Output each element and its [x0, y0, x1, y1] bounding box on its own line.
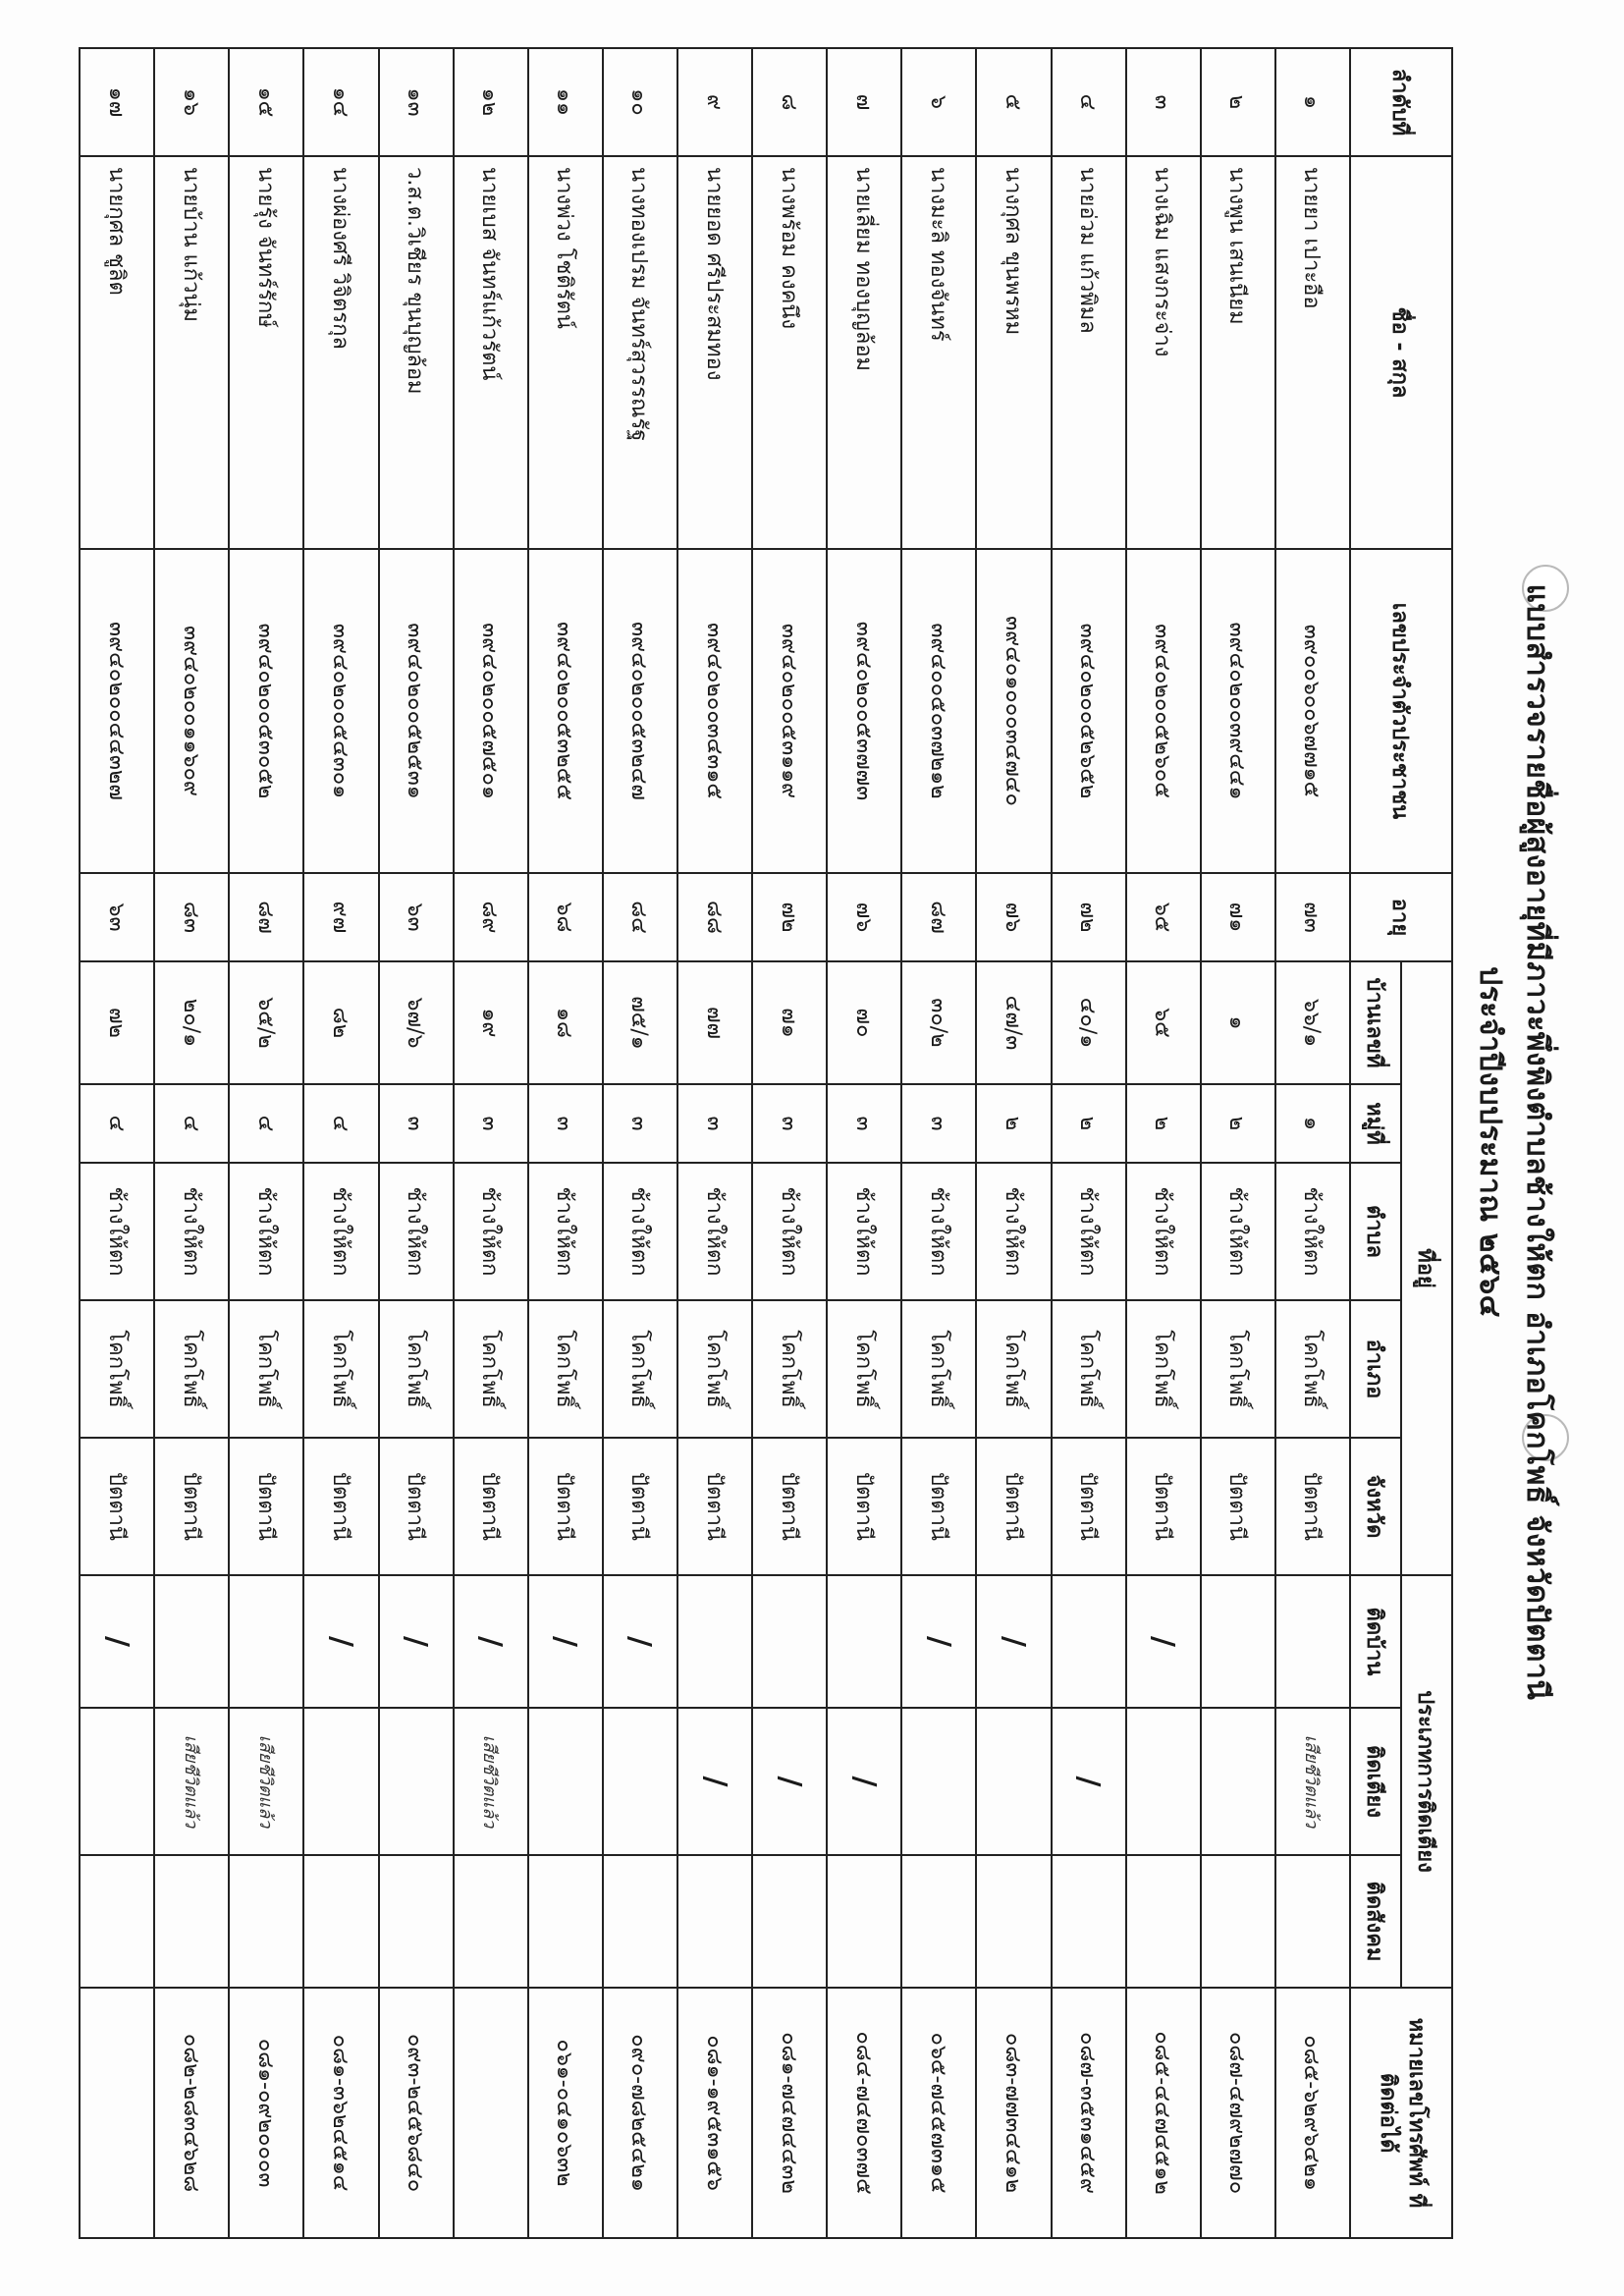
cell-type-social: [154, 1855, 229, 1988]
cell-moo: ๔: [303, 1084, 378, 1163]
cell-province: ปัตตานี: [827, 1438, 901, 1575]
cell-no: ๕: [976, 48, 1051, 156]
cell-type-bed: [1126, 1708, 1201, 1855]
cell-tambon: ช้างให้ตก: [677, 1163, 752, 1300]
cell-name: นางพร้อม คงคนึง: [752, 156, 827, 549]
cell-moo: ๑: [1275, 1084, 1350, 1163]
cell-type-bed: [528, 1708, 603, 1855]
cell-type-home: /: [528, 1575, 603, 1708]
cell-house-no: ๓๐/๒: [901, 961, 976, 1084]
header-type: ประเภทการติดเตียง: [1401, 1575, 1452, 1988]
cell-house-no: ๔๗/๓: [976, 961, 1051, 1084]
header-id: เลขประจำตัวประชาชน: [1350, 549, 1452, 873]
header-amphoe: อำเภอ: [1350, 1300, 1401, 1438]
table-row: [80, 48, 154, 2238]
table-body: [80, 48, 1350, 2238]
cell-province: ปัตตานี: [229, 1438, 303, 1575]
cell-id: ๓๙๔๐๑๐๐๐๓๔๗๔๐: [976, 549, 1051, 873]
cell-moo: ๓: [528, 1084, 603, 1163]
cell-house-no: ๑๙: [454, 961, 528, 1084]
cell-no: ๑๖: [154, 48, 229, 156]
cell-amphoe: โคกโพธิ์: [1201, 1300, 1275, 1438]
cell-province: ปัตตานี: [454, 1438, 528, 1575]
cell-tambon: ช้างให้ตก: [154, 1163, 229, 1300]
cell-province: ปัตตานี: [1126, 1438, 1201, 1575]
cell-id: ๓๙๔๐๒๐๐๕๓๒๕๕: [528, 549, 603, 873]
cell-no: ๘: [752, 48, 827, 156]
cell-type-social: [603, 1855, 677, 1988]
cell-phone: ๐๘๓-๗๗๓๔๔๑๒: [976, 1988, 1051, 2238]
cell-amphoe: โคกโพธิ์: [827, 1300, 901, 1438]
cell-province: ปัตตานี: [901, 1438, 976, 1575]
cell-amphoe: โคกโพธิ์: [80, 1300, 154, 1438]
cell-phone: ๐๘๗-๔๗๙๒๗๗๐: [1201, 1988, 1275, 2238]
cell-province: ปัตตานี: [1201, 1438, 1275, 1575]
cell-house-no: ๗๗: [677, 961, 752, 1084]
cell-type-home: /: [976, 1575, 1051, 1708]
cell-age: ๗๒: [1052, 873, 1126, 961]
cell-moo: ๔: [80, 1084, 154, 1163]
cell-moo: ๒: [1201, 1084, 1275, 1163]
cell-name: นายรุ้ง จันทร์รักษ์: [229, 156, 303, 549]
cell-no: ๖: [901, 48, 976, 156]
cell-type-home: /: [379, 1575, 454, 1708]
cell-id: ๓๙๔๐๒๐๐๕๓๐๕๒: [229, 549, 303, 873]
cell-age: ๘๔: [603, 873, 677, 961]
cell-phone: ๐๘๑-๐๙๒๐๐๐๓: [229, 1988, 303, 2238]
cell-tambon: ช้างให้ตก: [1052, 1163, 1126, 1300]
cell-amphoe: โคกโพธิ์: [528, 1300, 603, 1438]
cell-age: ๖๕: [1126, 873, 1201, 961]
cell-tambon: ช้างให้ตก: [976, 1163, 1051, 1300]
cell-id: ๓๙๔๐๒๐๐๕๔๓๐๑: [303, 549, 378, 873]
cell-phone: ๐๘๑-๗๔๗๔๔๓๒: [752, 1988, 827, 2238]
cell-no: ๑๐: [603, 48, 677, 156]
header-province: จังหวัด: [1350, 1438, 1401, 1575]
cell-amphoe: โคกโพธิ์: [1052, 1300, 1126, 1438]
cell-name: นางทองเปรม จันทร์สุวรรณรัฐ: [603, 156, 677, 549]
header-type-social: ติดสังคม: [1350, 1855, 1401, 1988]
cell-amphoe: โคกโพธิ์: [303, 1300, 378, 1438]
cell-name: ว.ส.ต.วิเชียร ขุนบุญล้อม: [379, 156, 454, 549]
cell-name: นางพูน เสนเนียม: [1201, 156, 1275, 549]
cell-amphoe: โคกโพธิ์: [154, 1300, 229, 1438]
cell-age: ๘๗: [901, 873, 976, 961]
cell-type-home: [677, 1575, 752, 1708]
cell-phone: ๐๘๑-๓๖๒๔๕๑๔: [303, 1988, 378, 2238]
table-row: [677, 48, 752, 2238]
cell-id: ๓๙๔๐๒๐๐๕๒๖๕๒: [1052, 549, 1126, 873]
cell-age: ๗๓: [1275, 873, 1350, 961]
cell-name: นายอ่วม แก้วพิมล: [1052, 156, 1126, 549]
cell-house-no: ๖๗/๖: [379, 961, 454, 1084]
cell-name: นายเลี่ยม ทองบุญล้อม: [827, 156, 901, 549]
cell-no: ๙: [677, 48, 752, 156]
cell-type-home: [1275, 1575, 1350, 1708]
cell-tambon: ช้างให้ตก: [1201, 1163, 1275, 1300]
document-title: แบบสำรวจรายชื่อผู้สูงอายุที่มีภาวะพึ่งพิงตำบลช้างให้ตก อำเภอโคกโพธิ์ จังหวัดปัตตานี: [1520, 583, 1554, 1701]
cell-province: ปัตตานี: [752, 1438, 827, 1575]
cell-province: ปัตตานี: [976, 1438, 1051, 1575]
cell-age: ๘๘: [677, 873, 752, 961]
cell-type-bed: เสียชีวิตแล้ว: [1275, 1708, 1350, 1855]
cell-id: ๓๙๔๐๒๐๐๑๑๖๐๙: [154, 549, 229, 873]
header-type-home: ติดบ้าน: [1350, 1575, 1401, 1708]
cell-moo: ๓: [752, 1084, 827, 1163]
cell-phone: ๐๖๕-๗๔๕๗๓๑๕: [901, 1988, 976, 2238]
cell-no: ๓: [1126, 48, 1201, 156]
cell-id: ๓๙๔๐๒๐๐๕๓๗๗๓: [827, 549, 901, 873]
cell-no: ๗: [827, 48, 901, 156]
cell-age: ๗๖: [976, 873, 1051, 961]
cell-province: ปัตตานี: [154, 1438, 229, 1575]
cell-name: นางมะลิ ทองจันทร์: [901, 156, 976, 549]
header-no: ลำดับที่: [1350, 48, 1452, 156]
table-row: [976, 48, 1051, 2238]
cell-type-bed: [80, 1708, 154, 1855]
cell-type-home: [827, 1575, 901, 1708]
table-row: [752, 48, 827, 2238]
table-row: [1126, 48, 1201, 2238]
cell-type-social: [1275, 1855, 1350, 1988]
cell-phone: ๐๙๓-๒๔๕๖๘๔๐: [379, 1988, 454, 2238]
cell-id: ๓๙๔๐๒๐๐๕๒๕๓๑: [379, 549, 454, 873]
cell-type-home: /: [603, 1575, 677, 1708]
cell-amphoe: โคกโพธิ์: [454, 1300, 528, 1438]
cell-id: ๓๙๐๐๖๐๐๖๗๗๑๕: [1275, 549, 1350, 873]
cell-type-bed: [303, 1708, 378, 1855]
cell-type-social: [80, 1855, 154, 1988]
cell-tambon: ช้างให้ตก: [1275, 1163, 1350, 1300]
cell-phone: ๐๙๐-๗๘๒๕๔๒๑: [603, 1988, 677, 2238]
cell-name: นายยอด ศรีประสมทอง: [677, 156, 752, 549]
cell-type-home: /: [1126, 1575, 1201, 1708]
cell-house-no: ๖๖/๑: [1275, 961, 1350, 1084]
cell-house-no: ๗๐: [827, 961, 901, 1084]
cell-type-home: /: [901, 1575, 976, 1708]
rotated-sheet: [79, 47, 1596, 2237]
cell-tambon: ช้างให้ตก: [379, 1163, 454, 1300]
cell-type-home: [154, 1575, 229, 1708]
cell-id: ๓๙๔๐๒๐๐๓๙๔๔๑: [1201, 549, 1275, 873]
cell-moo: ๒: [1126, 1084, 1201, 1163]
table-row: [603, 48, 677, 2238]
cell-type-bed: [976, 1708, 1051, 1855]
header-moo: หมู่ที่: [1350, 1084, 1401, 1163]
cell-phone: ๐๘๕-๔๔๗๔๕๑๒: [1126, 1988, 1201, 2238]
cell-province: ปัตตานี: [303, 1438, 378, 1575]
cell-no: ๑๕: [229, 48, 303, 156]
cell-province: ปัตตานี: [528, 1438, 603, 1575]
cell-name: นางผ่องศรี วิจิตรกุล: [303, 156, 378, 549]
cell-type-social: [229, 1855, 303, 1988]
cell-province: ปัตตานี: [1052, 1438, 1126, 1575]
elderly-survey-table: [79, 47, 1453, 2239]
cell-age: ๘๙: [454, 873, 528, 961]
cell-no: ๒: [1201, 48, 1275, 156]
cell-age: ๙๗: [303, 873, 378, 961]
cell-type-social: [1052, 1855, 1126, 1988]
table-row: [229, 48, 303, 2238]
cell-tambon: ช้างให้ตก: [901, 1163, 976, 1300]
cell-phone: ๐๘๔-๗๔๗๐๓๗๕: [827, 1988, 901, 2238]
cell-amphoe: โคกโพธิ์: [901, 1300, 976, 1438]
table-row: [1052, 48, 1126, 2238]
cell-id: ๓๙๔๐๒๐๐๔๔๓๒๗: [80, 549, 154, 873]
cell-type-bed: เสียชีวิตแล้ว: [154, 1708, 229, 1855]
cell-id: ๓๙๔๐๒๐๐๕๓๒๔๗: [603, 549, 677, 873]
cell-house-no: ๖๕/๒: [229, 961, 303, 1084]
table-row: [154, 48, 229, 2238]
cell-amphoe: โคกโพธิ์: [603, 1300, 677, 1438]
cell-tambon: ช้างให้ตก: [528, 1163, 603, 1300]
cell-name: นางเฉิม แสงกระจ่าง: [1126, 156, 1201, 549]
cell-type-social: [1126, 1855, 1201, 1988]
cell-phone: ๐๘๒-๒๘๓๔๖๒๘: [154, 1988, 229, 2238]
header-age: อายุ: [1350, 873, 1452, 961]
cell-house-no: ๑๘: [528, 961, 603, 1084]
cell-type-social: [827, 1855, 901, 1988]
cell-id: ๓๙๔๐๐๕๐๓๗๒๑๒: [901, 549, 976, 873]
cell-phone: ๐๘๕-๖๒๙๖๔๒๑: [1275, 1988, 1350, 2238]
cell-province: ปัตตานี: [379, 1438, 454, 1575]
cell-province: ปัตตานี: [80, 1438, 154, 1575]
cell-tambon: ช้างให้ตก: [454, 1163, 528, 1300]
cell-age: ๖๘: [528, 873, 603, 961]
cell-id: ๓๙๔๐๒๐๐๕๓๑๑๙: [752, 549, 827, 873]
cell-age: ๘๓: [154, 873, 229, 961]
cell-type-bed: /: [827, 1708, 901, 1855]
cell-tambon: ช้างให้ตก: [603, 1163, 677, 1300]
cell-amphoe: โคกโพธิ์: [677, 1300, 752, 1438]
cell-age: ๘๗: [229, 873, 303, 961]
cell-name: นางพ่วง โชติรัตน์: [528, 156, 603, 549]
header-address: ที่อยู่: [1401, 961, 1452, 1575]
cell-type-bed: [901, 1708, 976, 1855]
cell-age: ๗๑: [1201, 873, 1275, 961]
table-row: [827, 48, 901, 2238]
cell-house-no: ๗๑: [752, 961, 827, 1084]
cell-type-home: [752, 1575, 827, 1708]
cell-house-no: ๗๕/๑: [603, 961, 677, 1084]
cell-type-home: /: [80, 1575, 154, 1708]
cell-no: ๑๔: [303, 48, 378, 156]
cell-type-bed: /: [677, 1708, 752, 1855]
cell-name: นายยา เปาะอือ: [1275, 156, 1350, 549]
header-type-bed: ติดเตียง: [1350, 1708, 1401, 1855]
table-row: [528, 48, 603, 2238]
cell-type-social: [976, 1855, 1051, 1988]
cell-phone: ๐๘๑-๑๙๕๓๑๕๖: [677, 1988, 752, 2238]
cell-id: ๓๙๔๐๒๐๐๕๗๕๐๑: [454, 549, 528, 873]
header-tambon: ตำบล: [1350, 1163, 1401, 1300]
cell-house-no: ๑: [1201, 961, 1275, 1084]
cell-house-no: ๘๒: [303, 961, 378, 1084]
cell-type-bed: [603, 1708, 677, 1855]
cell-type-bed: [1201, 1708, 1275, 1855]
cell-type-home: [1201, 1575, 1275, 1708]
cell-moo: ๔: [229, 1084, 303, 1163]
cell-name: นายบ้าน แก้วนุ่ม: [154, 156, 229, 549]
cell-type-social: [677, 1855, 752, 1988]
cell-house-no: ๗๒: [80, 961, 154, 1084]
cell-phone: ๐๘๗-๓๕๓๑๔๕๙: [1052, 1988, 1126, 2238]
cell-no: ๑๑: [528, 48, 603, 156]
cell-tambon: ช้างให้ตก: [229, 1163, 303, 1300]
cell-type-social: [901, 1855, 976, 1988]
cell-age: ๖๓: [379, 873, 454, 961]
cell-moo: ๒: [976, 1084, 1051, 1163]
cell-name: นางกุศล ขุนพรหม: [976, 156, 1051, 549]
cell-province: ปัตตานี: [603, 1438, 677, 1575]
cell-province: ปัตตานี: [677, 1438, 752, 1575]
cell-name: นายเบส จันทร์แก้วรัตน์: [454, 156, 528, 549]
cell-age: ๗๖: [827, 873, 901, 961]
cell-id: ๓๙๔๐๒๐๐๓๔๓๑๕: [677, 549, 752, 873]
cell-amphoe: โคกโพธิ์: [752, 1300, 827, 1438]
table-row: [1201, 48, 1275, 2238]
cell-type-bed: /: [1052, 1708, 1126, 1855]
cell-tambon: ช้างให้ตก: [80, 1163, 154, 1300]
cell-phone: ๐๖๑-๐๔๑๐๖๓๒: [528, 1988, 603, 2238]
cell-age: ๗๒: [752, 873, 827, 961]
cell-type-bed: เสียชีวิตแล้ว: [229, 1708, 303, 1855]
cell-id: ๓๙๔๐๒๐๐๕๒๖๐๕: [1126, 549, 1201, 873]
cell-moo: ๓: [379, 1084, 454, 1163]
cell-tambon: ช้างให้ตก: [303, 1163, 378, 1300]
cell-no: ๑: [1275, 48, 1350, 156]
cell-type-home: [229, 1575, 303, 1708]
cell-type-bed: เสียชีวิตแล้ว: [454, 1708, 528, 1855]
cell-type-social: [528, 1855, 603, 1988]
cell-age: ๖๓: [80, 873, 154, 961]
cell-type-home: /: [454, 1575, 528, 1708]
cell-moo: ๓: [454, 1084, 528, 1163]
table-row: [454, 48, 528, 2238]
cell-no: ๔: [1052, 48, 1126, 156]
cell-phone: [80, 1988, 154, 2238]
header-house-no: บ้านเลขที่: [1350, 961, 1401, 1084]
cell-name: นายกุศล ชูลิต: [80, 156, 154, 549]
cell-amphoe: โคกโพธิ์: [229, 1300, 303, 1438]
table-row: [901, 48, 976, 2238]
cell-moo: ๓: [677, 1084, 752, 1163]
cell-type-social: [379, 1855, 454, 1988]
cell-type-bed: /: [752, 1708, 827, 1855]
cell-house-no: ๖๕: [1126, 961, 1201, 1084]
table-row: [1275, 48, 1350, 2238]
cell-house-no: ๒๐/๑: [154, 961, 229, 1084]
cell-tambon: ช้างให้ตก: [752, 1163, 827, 1300]
cell-type-bed: [379, 1708, 454, 1855]
cell-phone: [454, 1988, 528, 2238]
cell-moo: ๓: [603, 1084, 677, 1163]
cell-no: ๑๓: [379, 48, 454, 156]
header-phone: หมายเลขโทรศัพท์ ที่ติดต่อได้: [1350, 1988, 1452, 2238]
cell-house-no: ๔๐/๑: [1052, 961, 1126, 1084]
cell-moo: ๔: [154, 1084, 229, 1163]
cell-moo: ๒: [1052, 1084, 1126, 1163]
cell-tambon: ช้างให้ตก: [1126, 1163, 1201, 1300]
cell-type-social: [303, 1855, 378, 1988]
header-name: ชื่อ - สกุล: [1350, 156, 1452, 549]
cell-type-home: /: [303, 1575, 378, 1708]
cell-type-social: [1201, 1855, 1275, 1988]
cell-amphoe: โคกโพธิ์: [1126, 1300, 1201, 1438]
cell-amphoe: โคกโพธิ์: [976, 1300, 1051, 1438]
cell-no: ๑๗: [80, 48, 154, 156]
cell-type-social: [454, 1855, 528, 1988]
cell-type-home: [1052, 1575, 1126, 1708]
cell-amphoe: โคกโพธิ์: [1275, 1300, 1350, 1438]
cell-moo: ๓: [827, 1084, 901, 1163]
cell-moo: ๓: [901, 1084, 976, 1163]
table-row: [303, 48, 378, 2238]
cell-province: ปัตตานี: [1275, 1438, 1350, 1575]
cell-tambon: ช้างให้ตก: [827, 1163, 901, 1300]
cell-no: ๑๒: [454, 48, 528, 156]
document-subtitle: ประจำปีงบประมาณ ๒๕๖๔: [1473, 966, 1507, 1318]
cell-amphoe: โคกโพธิ์: [379, 1300, 454, 1438]
table-row: [379, 48, 454, 2238]
cell-type-social: [752, 1855, 827, 1988]
